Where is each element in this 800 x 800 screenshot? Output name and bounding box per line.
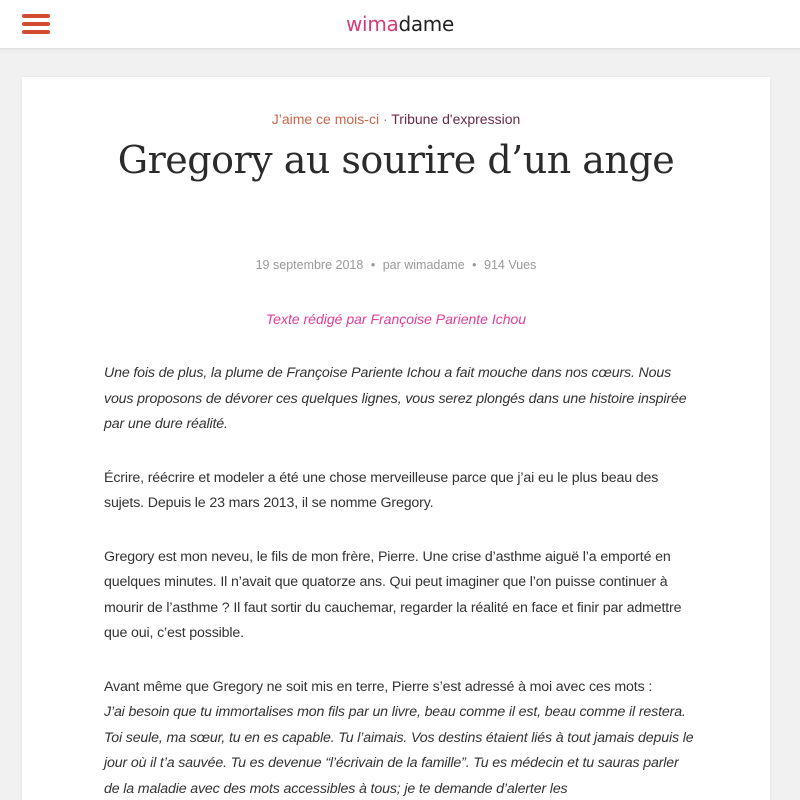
meta-separator: •	[472, 258, 477, 272]
meta-separator: •	[370, 258, 376, 272]
article-date: 19 septembre 2018	[255, 258, 364, 272]
paragraph-text: Avant même que Gregory ne soit mis en terre, Pierre s’est adressé à moi avec ces mots :	[104, 678, 653, 695]
article-views: 914 Vues	[484, 258, 537, 272]
article-author[interactable]: par wimadame	[382, 258, 465, 272]
article-card	[22, 77, 770, 800]
article-title: Gregory au sourire d’un ange	[117, 138, 675, 182]
intro-paragraph: Une fois de plus, la plume de Françoise Pariente Ichou a fait mouche dans nos cœurs. Nous vous proposons de dévorer ces quelques lignes, vous serez plongés dans une histoire inspirée par une dure réalité.	[104, 365, 687, 432]
category-separator: ·	[382, 111, 388, 127]
paragraph: Écrire, réécrire et modeler a été une chose merveilleuse parce que j’ai eu le plus beau des sujets. Depuis le 23 mars 2013, il se nomme Gregory.	[104, 469, 659, 511]
site-logo[interactable]	[0, 11, 800, 37]
article-body	[104, 361, 694, 800]
paragraph: Gregory est mon neveu, le fils de mon frère, Pierre. Une crise d’asthme aiguë l’a emporté en quelques minutes. Il n’avait que quatorze ans. Qui peut imaginer que l’on puisse continuer à mourir de l’asthme ? Il faut sortir du cauchemar, regarder la réalité en face et finir par admettre que oui, c’est possible.	[104, 548, 682, 641]
site-header	[0, 0, 800, 49]
article-credit: Texte rédigé par Françoise Pariente Ichou	[265, 311, 527, 327]
article-meta	[22, 255, 770, 275]
article-categories	[22, 109, 770, 129]
quote-text: J’ai besoin que tu immortalises mon fils par un livre, beau comme il est, beau comme il restera. Toi seule, ma sœur, tu en es capable. Tu l’aimais. Vos destins étaient liés à tout jamais depuis le jour où il t’a sauvée. Tu es devenue “l’écrivain de la famille”. Tu es médecin et tu sauras parler de la maladie avec des mots accessibles à tous; je te demande d’alerter les	[104, 704, 694, 797]
paragraph-with-quote	[104, 675, 694, 800]
category-link-tribune[interactable]: Tribune d'expression	[391, 111, 521, 127]
logo-part-wima: wima	[346, 12, 399, 36]
logo-part-dame: dame	[398, 12, 454, 36]
category-link-jaime-ce-mois-ci[interactable]: J’aime ce mois-ci	[271, 111, 380, 127]
